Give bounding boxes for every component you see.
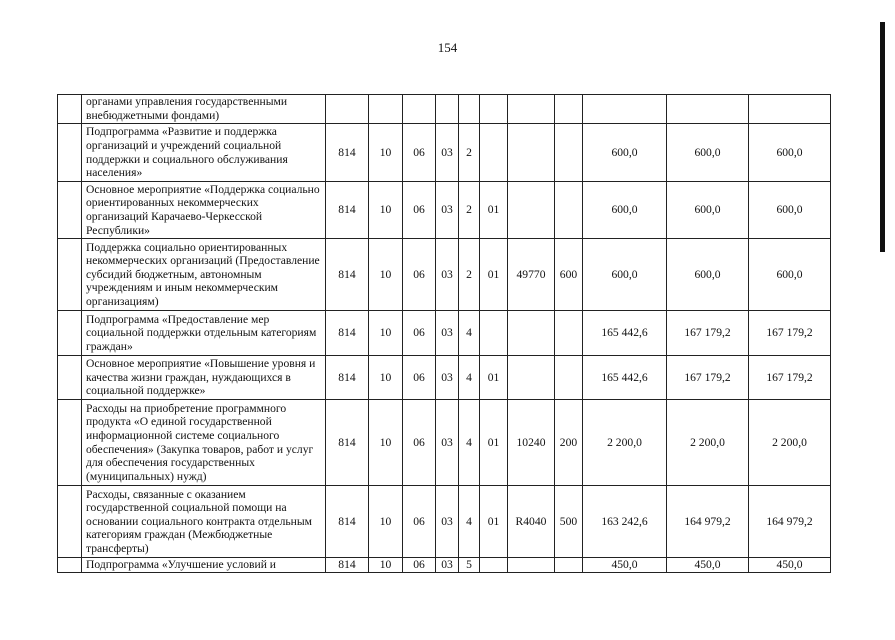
row-name: Подпрограмма «Улучшение условий и [82,558,326,573]
expense-type-code [555,311,583,356]
event-code [480,95,508,124]
section-code: 10 [369,311,403,356]
subsection-code: 06 [403,239,436,311]
expense-type-code [555,124,583,182]
amount-2019: 600,0 [667,239,749,311]
direction-code [508,182,555,239]
section-code: 10 [369,486,403,558]
amount-2020: 600,0 [749,182,831,239]
direction-code: 49770 [508,239,555,311]
subsection-code: 06 [403,558,436,573]
amount-2018: 2 200,0 [583,400,667,486]
section-code: 10 [369,124,403,182]
program-code: 03 [436,182,459,239]
amount-2018: 165 442,6 [583,356,667,400]
section-code: 10 [369,400,403,486]
row-name: Подпрограмма «Предоставление мер социальной поддержки отдельным категориям граждан» [82,311,326,356]
event-code [480,311,508,356]
scan-edge-mark [880,22,885,252]
ministry-code: 814 [326,239,369,311]
subprogram-code: 5 [459,558,480,573]
expense-type-code [555,95,583,124]
amount-2019: 167 179,2 [667,311,749,356]
row-name: Основное мероприятие «Повышение уровня и качества жизни граждан, нуждающихся в социальной поддержке» [82,356,326,400]
amount-2020: 2 200,0 [749,400,831,486]
row-index-cell [58,356,82,400]
section-code: 10 [369,182,403,239]
row-index-cell [58,558,82,573]
amount-2019: 164 979,2 [667,486,749,558]
subprogram-code: 4 [459,311,480,356]
section-code: 10 [369,558,403,573]
amount-2018: 600,0 [583,124,667,182]
row-name: Поддержка социально ориентированных некоммерческих организаций (Предоставление субсидий бюджетным, автономным учреждениям и иным некоммерческим организациям) [82,239,326,311]
subsection-code: 06 [403,182,436,239]
expense-type-code [555,356,583,400]
amount-2020 [749,95,831,124]
program-code: 03 [436,486,459,558]
expense-type-code [555,182,583,239]
ministry-code: 814 [326,486,369,558]
subsection-code: 06 [403,356,436,400]
row-index-cell [58,182,82,239]
subprogram-code: 2 [459,124,480,182]
ministry-code: 814 [326,356,369,400]
section-code: 10 [369,239,403,311]
amount-2018: 165 442,6 [583,311,667,356]
direction-code [508,95,555,124]
subsection-code: 06 [403,124,436,182]
subprogram-code: 4 [459,486,480,558]
amount-2019: 2 200,0 [667,400,749,486]
section-code [369,95,403,124]
ministry-code [326,95,369,124]
table-row [58,486,831,558]
row-name: Основное мероприятие «Поддержка социально ориентированных некоммерческих организаций Карачаево-Черкесской Республики» [82,182,326,239]
direction-code [508,356,555,400]
row-index-cell [58,124,82,182]
program-code [436,95,459,124]
direction-code: R4040 [508,486,555,558]
expense-type-code: 500 [555,486,583,558]
row-name: Расходы, связанные с оказанием государственной социальной помощи на основании социального контракта отдельным категориям граждан (Межбюджетные трансферты) [82,486,326,558]
subsection-code: 06 [403,400,436,486]
amount-2018: 450,0 [583,558,667,573]
direction-code [508,124,555,182]
subprogram-code: 4 [459,400,480,486]
amount-2020: 450,0 [749,558,831,573]
table-row [58,400,831,486]
amount-2018 [583,95,667,124]
amount-2019: 450,0 [667,558,749,573]
direction-code [508,311,555,356]
expense-type-code: 200 [555,400,583,486]
amount-2019: 600,0 [667,182,749,239]
ministry-code: 814 [326,182,369,239]
amount-2019: 600,0 [667,124,749,182]
row-index-cell [58,486,82,558]
table-row [58,311,831,356]
program-code: 03 [436,124,459,182]
table-row [58,95,831,124]
subsection-code: 06 [403,311,436,356]
table-row [58,182,831,239]
ministry-code: 814 [326,124,369,182]
amount-2020: 600,0 [749,239,831,311]
page-number: 154 [437,40,458,55]
program-code: 03 [436,311,459,356]
row-name: Расходы на приобретение программного продукта «О единой государственной информационной системе социального обеспечения» (Закупка товаров, работ и услуг для обеспечения государственных (муниципальных) нужд) [82,400,326,486]
ministry-code: 814 [326,311,369,356]
amount-2018: 600,0 [583,182,667,239]
event-code: 01 [480,182,508,239]
amount-2020: 167 179,2 [749,356,831,400]
event-code [480,124,508,182]
expense-type-code [555,558,583,573]
section-code: 10 [369,356,403,400]
table-row [58,558,831,573]
subsection-code: 06 [403,486,436,558]
event-code: 01 [480,239,508,311]
event-code: 01 [480,356,508,400]
ministry-code: 814 [326,400,369,486]
subprogram-code: 4 [459,356,480,400]
table-row [58,356,831,400]
row-index-cell [58,239,82,311]
amount-2018: 600,0 [583,239,667,311]
event-code: 01 [480,486,508,558]
direction-code: 10240 [508,400,555,486]
row-index-cell [58,311,82,356]
amount-2020: 167 179,2 [749,311,831,356]
program-code: 03 [436,400,459,486]
direction-code [508,558,555,573]
amount-2020: 164 979,2 [749,486,831,558]
amount-2018: 163 242,6 [583,486,667,558]
subprogram-code: 2 [459,239,480,311]
row-index-cell [58,95,82,124]
event-code [480,558,508,573]
ministry-code: 814 [326,558,369,573]
amount-2020: 600,0 [749,124,831,182]
table-body [58,95,831,573]
table-row [58,124,831,182]
program-code: 03 [436,356,459,400]
row-name: Подпрограмма «Развитие и поддержка организаций и учреждений социальной поддержки и социального обслуживания населения» [82,124,326,182]
program-code: 03 [436,558,459,573]
amount-2019: 167 179,2 [667,356,749,400]
budget-table [57,94,831,573]
expense-type-code: 600 [555,239,583,311]
row-index-cell [58,400,82,486]
row-name: органами управления государственными внебюджетными фондами) [82,95,326,124]
event-code: 01 [480,400,508,486]
subsection-code [403,95,436,124]
program-code: 03 [436,239,459,311]
amount-2019 [667,95,749,124]
table-row [58,239,831,311]
subprogram-code: 2 [459,182,480,239]
subprogram-code [459,95,480,124]
